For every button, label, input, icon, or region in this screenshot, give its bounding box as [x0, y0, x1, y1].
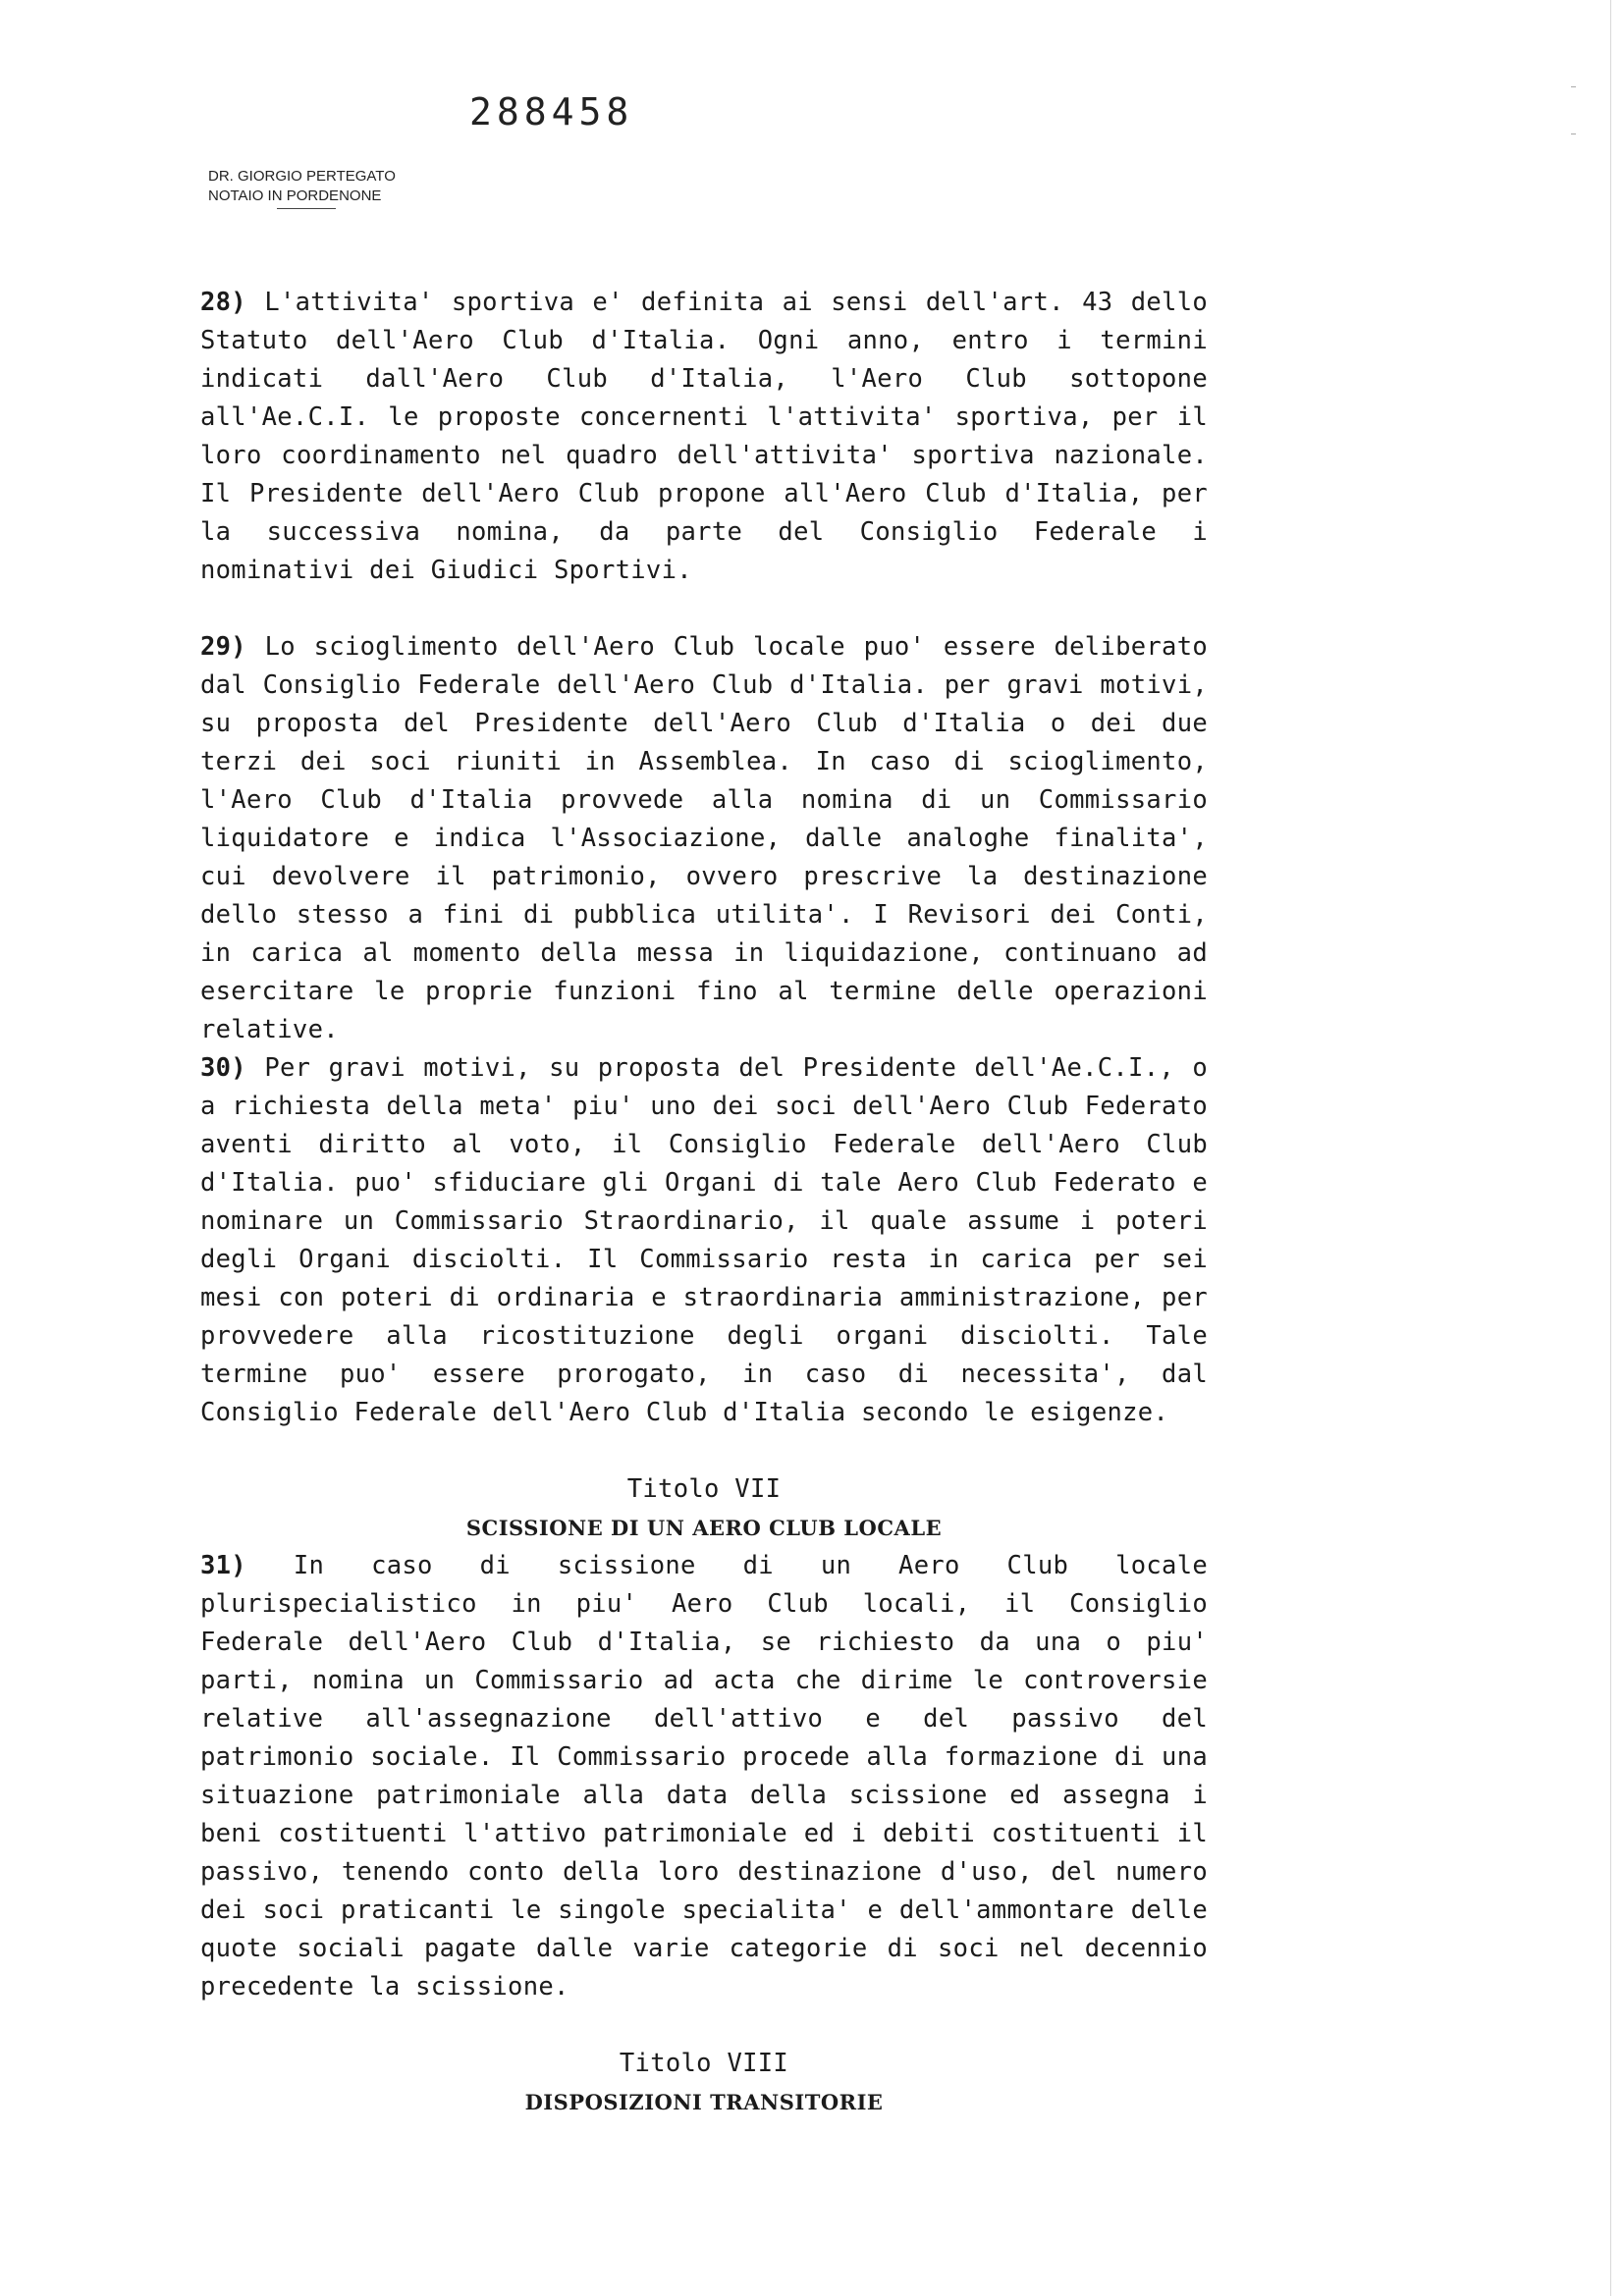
margin-tick [1571, 86, 1576, 87]
paragraph-number: 29) [200, 632, 246, 662]
notary-location: NOTAIO IN PORDENONE [208, 187, 382, 204]
section-label-title-7: Titolo VII [626, 1474, 782, 1504]
paragraph-29 [200, 628, 1208, 1049]
paragraph-28 [200, 284, 1208, 590]
notary-letterhead [208, 167, 396, 209]
paragraph-text: In caso di scissione di un Aero Club locale plurispecialistico in piu' Aero Club locali, il Consiglio Federale dell'Aero Club d'Italia, se richiesto da una o piu' parti, nomina un Commissario ad acta che dirime le controversie relative all'assegnazione dell'attivo e del passivo del patrimonio sociale. Il Commissario procede alla formazione di una situazione patrimoniale alla data della scissione ed assegna i beni costituenti l'attivo patrimoniale ed i debiti costituenti il passivo, tenendo conto della loro destinazione d'uso, del numero dei soci praticanti le singole specialita' e dell'ammontare delle quote sociali pagate dalle varie categorie di soci nel decennio precedente la scissione. [200, 1551, 1208, 2002]
paragraph-text: L'attivita' sportiva e' definita ai sensi dell'art. 43 dello Statuto dell'Aero Club d'Italia. Ogni anno, entro i termini indicati dall'Aero Club d'Italia, l'Aero Club sottopone all'Ae.C.I. le proposte concernenti l'attivita' sportiva, per il loro coordinamento nel quadro dell'attivita' sportiva nazionale. Il Presidente dell'Aero Club propone all'Aero Club d'Italia, per la successiva nomina, da parte del Consiglio Federale i nominativi dei Giudici Sportivi. [200, 288, 1209, 585]
section-label-title-8: Titolo VIII [619, 2049, 789, 2078]
margin-tick [1571, 133, 1576, 134]
document-body [200, 284, 1208, 2121]
page-edge-line [1610, 0, 1611, 2296]
paragraph-text: Per gravi motivi, su proposta del Presidente dell'Ae.C.I., o a richiesta della meta' piu' uno dei soci dell'Aero Club Federato aventi diritto al voto, il Consiglio Federale dell'Aero Club d'Italia. puo' sfiduciare gli Organi di tale Aero Club Federato e nominare un Commissario Straordinario, il quale assume i poteri degli Organi disciolti. Il Commissario resta in carica per sei mesi con poteri di ordinaria e straordinaria amministrazione, per provvedere alla ricostituzione degli organi disciolti. Tale termine puo' essere prorogato, in caso di necessita', dal Consiglio Federale dell'Aero Club d'Italia secondo le esigenze. [200, 1053, 1209, 1427]
section-title-8: DISPOSIZIONI TRANSITORIE [524, 2090, 884, 2114]
page-number: 288458 [469, 90, 634, 133]
paragraph-number: 28) [200, 288, 246, 317]
paragraph-number: 31) [200, 1551, 246, 1580]
paragraph-31 [200, 1547, 1208, 2006]
paragraph-30 [200, 1049, 1208, 1432]
paragraph-number: 30) [200, 1053, 246, 1083]
letterhead-rule [277, 208, 336, 209]
paragraph-text: Lo scioglimento dell'Aero Club locale puo' essere deliberato dal Consiglio Federale dell'Aero Club d'Italia. per gravi motivi, su proposta del Presidente dell'Aero Club d'Italia o dei due terzi dei soci riuniti in Assemblea. In caso di scioglimento, l'Aero Club d'Italia provvede alla nomina di un Commissario liquidatore e indica l'Associazione, dalle analoghe finalita', cui devolvere il patrimonio, ovvero prescrive la destinazione dello stesso a fini di pubblica utilita'. I Revisori dei Conti, in carica al momento della messa in liquidazione, continuano ad esercitare le proprie funzioni fino al termine delle operazioni relative. [200, 632, 1208, 1044]
section-title-7: SCISSIONE DI UN AERO CLUB LOCALE [465, 1516, 943, 1540]
notary-name: DR. GIORGIO PERTEGATO [208, 168, 396, 185]
